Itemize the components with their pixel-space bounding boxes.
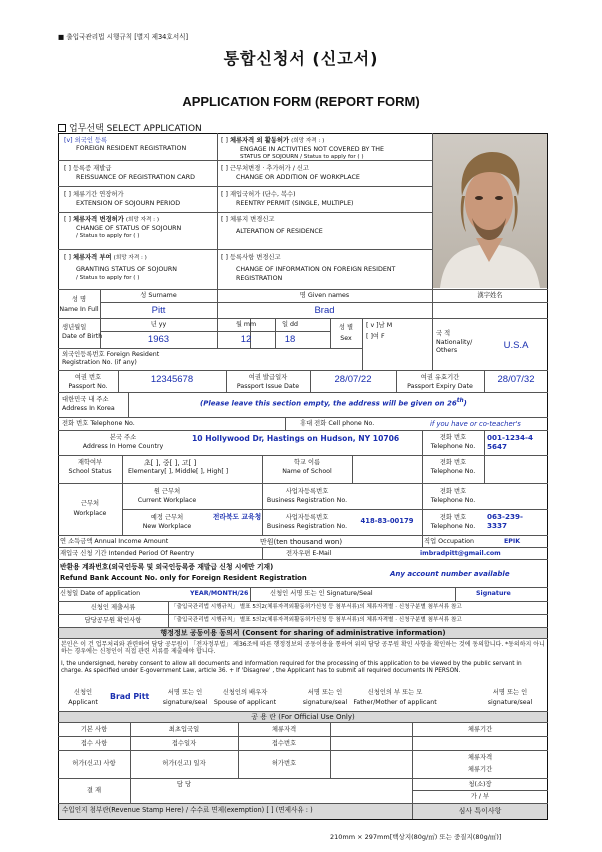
approval-yes-no[interactable]: 가 / 부 [470, 793, 490, 800]
rule [58, 483, 548, 484]
rule [58, 711, 548, 712]
permit-date-label: 허가(신고) 일자 [162, 760, 206, 767]
nationality-value[interactable]: U.S.A [503, 340, 529, 351]
select-reentry-permit-en: REENTRY PERMIT (SINGLE, MULTIPLE) [236, 200, 354, 207]
select-change-status-en: CHANGE OF STATUS OF SOJOURN [76, 225, 182, 232]
sex-male-option[interactable]: [ v ]남 M [366, 322, 393, 329]
paper-size-note: 210mm × 297mm[백상지(80g/㎡) 또는 중질지(80g/㎡)] [330, 833, 502, 841]
rule [58, 803, 548, 804]
new-business-label-en: Business Registration No. [266, 523, 348, 530]
parent-label-en: Father/Mother of applicant [353, 699, 437, 706]
official-check-label: 담당공무원 확인사항 [84, 617, 142, 624]
rule [168, 601, 169, 627]
applicant-signature-label: 서명 또는 인 [167, 689, 203, 696]
new-workplace-label: 예정 근무처 [150, 514, 184, 521]
rule [100, 302, 548, 303]
rule [58, 614, 548, 615]
chief-label: 청(소)장 [468, 781, 492, 788]
rule [217, 133, 218, 289]
new-business-label: 사업자등록번호 [285, 514, 329, 521]
select-engage-activities-en: ENGAGE IN ACTIVITIES NOT COVERED BY THE [240, 146, 384, 153]
sex-label: 성 별 [338, 324, 354, 331]
consent-title: 행정정보 공동이용 동의서 (Consent for sharing of administrative information) [160, 629, 446, 637]
email-value[interactable]: imbradpitt@gmail.com [420, 550, 501, 557]
income-unit: 만원(ten thousand won) [260, 538, 343, 546]
name-label: 성 명 [71, 296, 87, 303]
expiry-date-label: 여권 유효기간 [420, 374, 460, 381]
select-change-status-en2: / Status to apply for ( ) [76, 233, 140, 239]
new-workplace-value[interactable]: 전라북도 교육청 [212, 513, 262, 521]
select-granting-status-en: GRANTING STATUS OF SOJOURN [76, 266, 177, 273]
spouse-label: 신청인의 배우자 [222, 689, 268, 696]
rule [412, 790, 548, 791]
select-change-information[interactable]: [ ] 등록사항 변경신고 [221, 254, 281, 261]
new-telephone-label-en: Telephone No. [430, 523, 476, 530]
rule [58, 778, 548, 779]
korea-address-label: 대한민국 내 주소 [62, 396, 109, 403]
decision-label: 결 재 [86, 787, 102, 794]
rule [58, 535, 548, 536]
refund-account-label-en: Refund Bank Account No. only for Foreign Resident Registration [60, 574, 307, 582]
parent-signature-label: 서명 또는 인 [492, 689, 528, 696]
applicant-documents-label: 신청인 제출서류 [90, 604, 136, 611]
birth-year[interactable]: 1963 [147, 334, 170, 345]
school-name-label: 학교 이름 [293, 459, 321, 466]
home-telephone-label: 전화 번호 [439, 434, 467, 441]
passport-label-en: Passport No. [68, 383, 108, 390]
application-date-value[interactable]: YEAR/MONTH/26 [190, 590, 249, 597]
name-label-en: Name In Full [59, 306, 99, 313]
current-telephone-label-en: Telephone No. [430, 497, 476, 504]
select-granting-status-en2: / Status to apply for ( ) [76, 275, 140, 281]
rule [58, 736, 548, 737]
school-telephone-label-en: Telephone No. [430, 468, 476, 475]
reentry-period-label: 재입국 신청 기간 Intended Period Of Reentry [60, 550, 195, 557]
rule [455, 587, 456, 601]
applicant-label: 신청인 [73, 689, 93, 696]
cell-phone-label: 휴대 전화 Cell phone No. [300, 420, 375, 427]
school-levels[interactable]: 초[ ], 중[ ], 고[ ] [144, 459, 197, 467]
signature-label: 신청인 서명 또는 인 Signature/Seal [270, 590, 373, 597]
rule [58, 417, 548, 418]
rule [128, 392, 129, 417]
select-extension-en: EXTENSION OF SOJOURN PERIOD [76, 200, 181, 207]
select-change-status[interactable]: [ ] 체류자격 변경허가 (희망 자격 : ) [64, 216, 160, 223]
surname-value[interactable]: Pitt [151, 305, 166, 316]
sex-female-option[interactable]: [ ]여 F [366, 333, 385, 340]
rule [58, 638, 548, 639]
applicant-label-en: Applicant [68, 699, 98, 706]
rule [285, 417, 286, 430]
home-address-label-en: Address In Home Country [82, 443, 164, 450]
form-title-english: APPLICATION FORM (REPORT FORM) [182, 94, 420, 109]
revenue-stamp-label: 수입인지 첨부란(Revenue Stamp Here) / 수수료 면제(exemption) [ ] (면제사유 : ) [62, 806, 313, 814]
birth-month[interactable]: 12 [240, 334, 252, 345]
select-engage-activities-en2: STATUS OF SOJOURN / Status to apply for ( ) [240, 154, 364, 160]
signature-value[interactable]: Signature [476, 590, 511, 597]
rule [330, 722, 331, 778]
applicant-name[interactable]: Brad Pitt [110, 692, 150, 701]
receipt-date-label: 접수일자 [171, 740, 197, 747]
rule [58, 318, 548, 319]
rule [58, 750, 548, 751]
first-entry-label: 최초입국일 [168, 726, 200, 733]
parent-signature-label-en: signature/seal [487, 699, 533, 706]
refund-account-value[interactable]: Any account number available [390, 570, 510, 578]
spouse-signature-label-en: signature/seal [302, 699, 348, 706]
hanja-name-label: 漢字姓名 [477, 292, 503, 299]
applicant-documents-text: 「출입국관리법 시행규칙」 별표 5의2(체류자격외활동허가신청 등 첨부서류)의 체류자격별 · 신청구분별 첨부서류 참고 [171, 604, 462, 610]
year-label: 년 yy [150, 321, 167, 328]
basic-items-label: 기본 사항 [80, 726, 108, 733]
current-workplace-label: 원 근무처 [153, 488, 181, 495]
issue-date-label: 여권 발급일자 [248, 374, 288, 381]
rule [58, 547, 548, 548]
rule [58, 249, 432, 250]
surname-label: 성 Surname [140, 292, 177, 299]
select-change-workplace[interactable]: [ ] 근무처변경 · 추가허가 / 신고 [221, 165, 309, 172]
home-address-label: 본국 주소 [109, 434, 137, 441]
select-reissuance-en: REISSUANCE OF REGISTRATION CARD [76, 174, 195, 181]
rule [58, 348, 362, 349]
home-telephone-value[interactable]: 001-1234-4 5647 [487, 433, 533, 451]
rule [484, 430, 485, 455]
email-label: 전자우편 E-Mail [286, 550, 332, 557]
receipt-items-label: 접수 사항 [80, 740, 108, 747]
day-label: 일 dd [281, 321, 299, 328]
refund-account-label: 반환용 계좌번호(외국인등록 및 외국인등록증 재발급 신청 시에만 기재) [60, 563, 274, 571]
rule [250, 587, 251, 601]
rule [58, 601, 548, 602]
rule [58, 559, 548, 560]
issue-date[interactable]: 28/07/22 [334, 374, 372, 385]
permit-items-label: 허가(신고) 사항 [72, 760, 116, 767]
status-label: 체류자격 [271, 726, 297, 733]
school-telephone-label: 전화 번호 [439, 459, 467, 466]
expiry-date[interactable]: 28/07/32 [497, 374, 535, 385]
sex-label-en: Sex [340, 335, 352, 342]
rule [352, 455, 353, 483]
occupation-value[interactable]: EPIK [504, 538, 521, 545]
select-change-workplace-en: CHANGE OR ADDITION OF WORKPLACE [236, 174, 360, 181]
select-change-information-en2: REGISTRATION [236, 275, 283, 282]
rule [58, 370, 548, 371]
rule [58, 186, 432, 187]
staff-label: 담 당 [176, 781, 192, 788]
select-granting-status[interactable]: [ ] 체류자격 부여 (희망 자격 : ) [64, 254, 147, 261]
rule [432, 318, 433, 370]
rule [58, 392, 548, 393]
rule [58, 587, 548, 588]
workplace-label-en: Workplace [73, 510, 107, 517]
rule [484, 455, 485, 483]
receipt-number-label: 접수번호 [271, 740, 297, 747]
nationality-label: 국 적 [436, 330, 451, 337]
rule [100, 331, 330, 332]
cell-phone-value[interactable]: if you have or co-teacher's [430, 420, 521, 428]
rule [362, 318, 363, 370]
income-label: 연 소득금액 Annual Income Amount [60, 538, 169, 545]
school-status-label: 재학여부 [77, 459, 103, 466]
passport-label: 여권 번호 [74, 374, 102, 381]
spouse-signature-label: 서명 또는 인 [307, 689, 343, 696]
official-use-title: 공 용 란 (For Official Use Only) [251, 713, 355, 721]
select-foreign-registration[interactable]: [v] 외국인 등록 [64, 137, 108, 144]
nationality-label-en: Nationality/ Others [436, 339, 473, 354]
birth-label: 생년월일 [62, 324, 87, 331]
current-workplace-label-en: Current Workplace [137, 497, 197, 504]
select-reissuance[interactable]: [ ] 등록증 재발급 [64, 165, 112, 172]
new-workplace-label-en: New Workplace [142, 523, 192, 530]
permit-number-label: 허가번호 [271, 760, 297, 767]
birth-day[interactable]: 18 [284, 334, 296, 345]
school-name-label-en: Name of School [282, 468, 332, 475]
birth-label-en: Date of Birth [62, 333, 103, 340]
applicant-signature-label-en: signature/seal [162, 699, 208, 706]
select-alteration-residence-en: ALTERATION OF RESIDENCE [236, 228, 323, 235]
application-date-label: 신청일 Date of application [60, 590, 141, 597]
month-label: 월 mm [235, 321, 257, 328]
registration-number-label: 외국인등록번호 Foreign Resident Registration No. (if any) [62, 351, 160, 366]
review-notes-label: 심사 특이사항 [458, 807, 502, 815]
period-label: 체류기간 [467, 726, 493, 733]
school-levels-en[interactable]: Elementary[ ], Middle[ ], High[ ] [128, 468, 229, 475]
rule [58, 455, 548, 456]
new-telephone-value[interactable]: 063-239- 3337 [487, 512, 523, 530]
occupation-label: 직업 Occupation [424, 538, 474, 545]
korea-address-note: (Please leave this section empty, the address will be given on 26th) [200, 398, 467, 408]
checkbox-icon [58, 124, 66, 132]
workplace-label: 근무처 [80, 500, 100, 507]
rule [58, 627, 548, 628]
consent-text-korean: 본인은 이 건 업무처리와 관련하여 담당 공무원이 「전자정부법」 제36조에 따른 행정정보의 공동이용을 통하여 위의 담당 공무원 확인 사항을 확인하는 것에 동의합니다. *동의하지 아니하는 경우에는 신청인이 직접 관련 서류를 제출해야 합니다. [61, 641, 545, 656]
new-telephone-label: 전화 번호 [439, 514, 467, 521]
permit-status-label: 체류자격 [467, 754, 493, 761]
regulation-note: ■ 출입국관리법 시행규칙 [별지 제34호서식] [58, 33, 189, 41]
select-engage-activities[interactable]: [ ] 체류자격 외 활동허가 (희망 자격 : ) [221, 137, 325, 144]
form-title-korean: 통합신청서 (신고서) [223, 49, 379, 68]
spouse-label-en: Spouse of applicant [213, 699, 277, 706]
applicant-photo [432, 134, 547, 288]
passport-number[interactable]: 12345678 [150, 374, 194, 385]
school-status-label-en: School Status [68, 468, 112, 475]
rule [422, 535, 423, 547]
rule [262, 547, 263, 559]
rule [58, 289, 548, 290]
parent-label: 신청인의 부 또는 모 [367, 689, 423, 696]
issue-date-label-en: Passport Issue Date [236, 383, 300, 390]
home-address-value[interactable]: 10 Hollywood Dr, Hastings on Hudson, NY 10706 [192, 434, 400, 443]
korea-address-label-en: Address In Korea [62, 405, 115, 412]
current-business-label: 사업자등록번호 [285, 488, 329, 495]
new-business-number[interactable]: 418-83-00179 [360, 517, 414, 525]
rule [122, 509, 548, 510]
telephone-label: 전화 번호 Telephone No. [62, 420, 135, 427]
expiry-date-label-en: Passport Expiry Date [407, 383, 473, 390]
permit-period-label: 체류기간 [467, 766, 493, 773]
current-telephone-label: 전화 번호 [439, 488, 467, 495]
official-check-text: 「출입국관리법 시행규칙」 별표 5의2(체류자격외활동허가신청 등 첨부서류)의 체류자격별 · 신청구분별 첨부서류 참고 [171, 617, 462, 623]
select-extension[interactable]: [ ] 체류기간 연장허가 [64, 191, 124, 198]
home-telephone-label-en: Telephone No. [430, 443, 476, 450]
rule [432, 133, 433, 289]
select-reentry-permit[interactable]: [ ] 재입국허가 (단수, 복수) [221, 191, 296, 198]
given-names-value[interactable]: Brad [314, 305, 335, 316]
select-alteration-residence[interactable]: [ ] 체류지 변경신고 [221, 216, 275, 223]
select-change-information-en: CHANGE OF INFORMATION ON FOREIGN RESIDENT [236, 266, 396, 273]
current-business-label-en: Business Registration No. [266, 497, 348, 504]
given-names-label: 명 Given names [299, 292, 350, 299]
consent-text-english: I, the undersigned, hereby consent to allow all documents and information required for the processing of this application to be viewed by the public servant in charge. As specified under E-government Law, article 36. + If 'Disagree' , the Applicant has to submit all required documents IN PERSON. [61, 661, 522, 674]
rule [58, 212, 432, 213]
select-foreign-registration-en: FOREIGN RESIDENT REGISTRATION [76, 145, 187, 152]
rule [330, 318, 331, 348]
rule [58, 722, 548, 723]
section-heading-label: 업무선택 SELECT APPLICATION [69, 124, 202, 134]
rule [58, 430, 548, 431]
